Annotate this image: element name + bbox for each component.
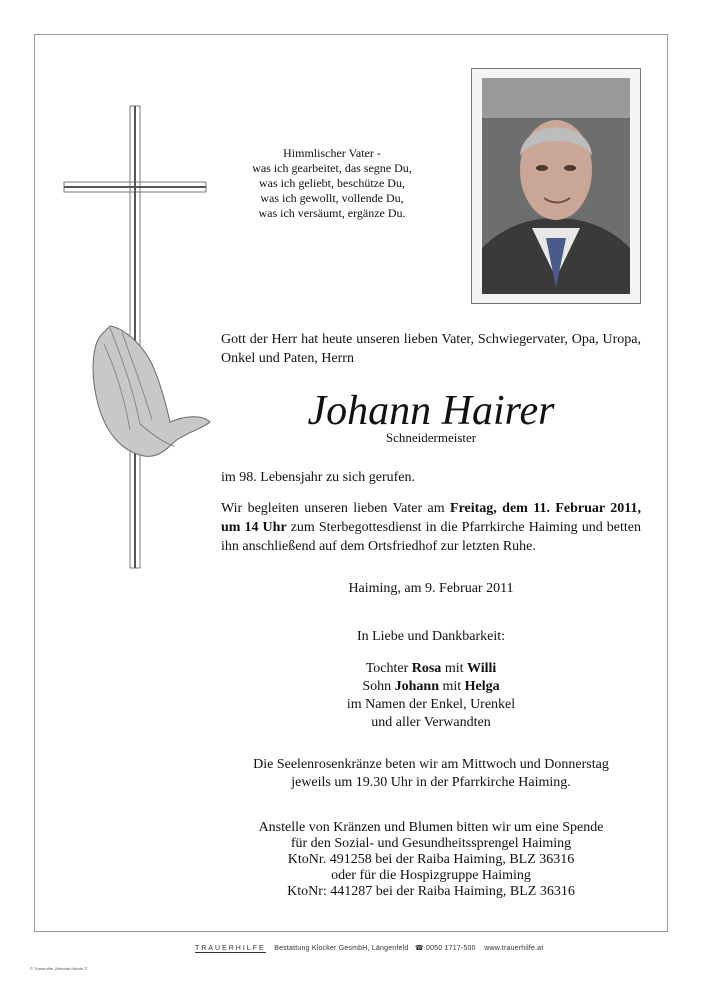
poem-line: was ich gearbeitet, das segne Du, — [252, 161, 412, 175]
rosary-text — [221, 756, 641, 792]
phone-icon: ☎ — [414, 945, 424, 952]
donation-line: KtoNr. 491258 bei der Raiba Haiming, BLZ 36316 — [287, 852, 575, 867]
donation-line: KtoNr: 441287 bei der Raiba Haiming, BLZ 36316 — [287, 884, 575, 899]
mourner-prefix: Tochter — [365, 661, 412, 676]
mourner-with: mit — [441, 661, 467, 676]
mourner-name: Helga — [464, 679, 500, 694]
intro-text: Gott der Herr hat heute unseren lieben Vater, Schwiegervater, Opa, Uropa, Onkel und Paten, Herrn — [221, 332, 641, 366]
poem-line: was ich gewollt, vollende Du, — [260, 191, 404, 205]
funeral-date: Freitag, dem 11. Februar 2011, um 14 Uhr — [221, 501, 641, 535]
mourner-prefix: Sohn — [362, 679, 395, 694]
mourner-name: Rosa — [411, 661, 442, 676]
donation-line: Anstelle von Kränzen und Blumen bitten wir um eine Spende — [258, 820, 604, 835]
cross-icon — [62, 104, 212, 574]
funeral-prefix: Wir begleiten unseren lieben Vater am — [221, 501, 451, 516]
portrait-icon — [482, 78, 630, 294]
mourner-name: Johann — [394, 679, 439, 694]
mourner-name: Willi — [466, 661, 497, 676]
mourner-with: mit — [438, 679, 465, 694]
donation-line: oder für die Hospizgruppe Haiming — [331, 868, 531, 883]
place-date: Haiming, am 9. Februar 2011 — [348, 581, 514, 596]
poem — [222, 146, 442, 221]
rosary-line: jeweils um 19.30 Uhr in der Pfarrkirche Haiming. — [291, 775, 571, 790]
footer-phone: 0050 1717-500 — [426, 945, 476, 952]
copyright: © Trauerhilfe „Betende Hände 2" — [30, 966, 88, 971]
mourner-line: im Namen der Enkel, Urenkel — [346, 697, 516, 712]
poem-line: was ich versäumt, ergänze Du. — [258, 206, 406, 220]
praying-hands-icon — [93, 326, 210, 456]
footer-brand: TRAUERHILFE — [195, 945, 266, 952]
funeral-text — [221, 499, 641, 556]
rosary-line: Die Seelenrosenkränze beten wir am Mittwoch und Donnerstag — [253, 757, 609, 772]
deceased-occupation: Schneidermeister — [385, 430, 477, 445]
poem-line: was ich geliebt, beschütze Du, — [259, 176, 405, 190]
deceased-name: Johann Hairer — [307, 388, 555, 434]
portrait-frame — [471, 68, 641, 304]
age-line: im 98. Lebensjahr zu sich gerufen. — [221, 470, 415, 485]
poem-line: Himmlischer Vater - — [283, 146, 381, 160]
gratitude: In Liebe und Dankbarkeit: — [356, 629, 506, 644]
donation-line: für den Sozial- und Gesundheitssprengel Haiming — [290, 836, 572, 851]
mourners — [221, 660, 641, 732]
funeral-suffix: zum Sterbegottesdienst in die Pfarrkirche Haiming und betten ihn anschließend auf dem Ortsfriedhof zur letzten Ruhe. — [221, 520, 641, 554]
mourner-line: und aller Verwandten — [371, 715, 491, 730]
mourner-daughter — [221, 660, 641, 678]
donation-text — [221, 820, 641, 900]
portrait-photo — [482, 78, 630, 294]
footer-company: Bestattung Klocker GesmbH, Längenfeld — [274, 945, 409, 952]
footer-web: www.trauerhilfe.at — [484, 945, 544, 952]
mourner-son — [221, 678, 641, 696]
footer — [195, 944, 555, 952]
